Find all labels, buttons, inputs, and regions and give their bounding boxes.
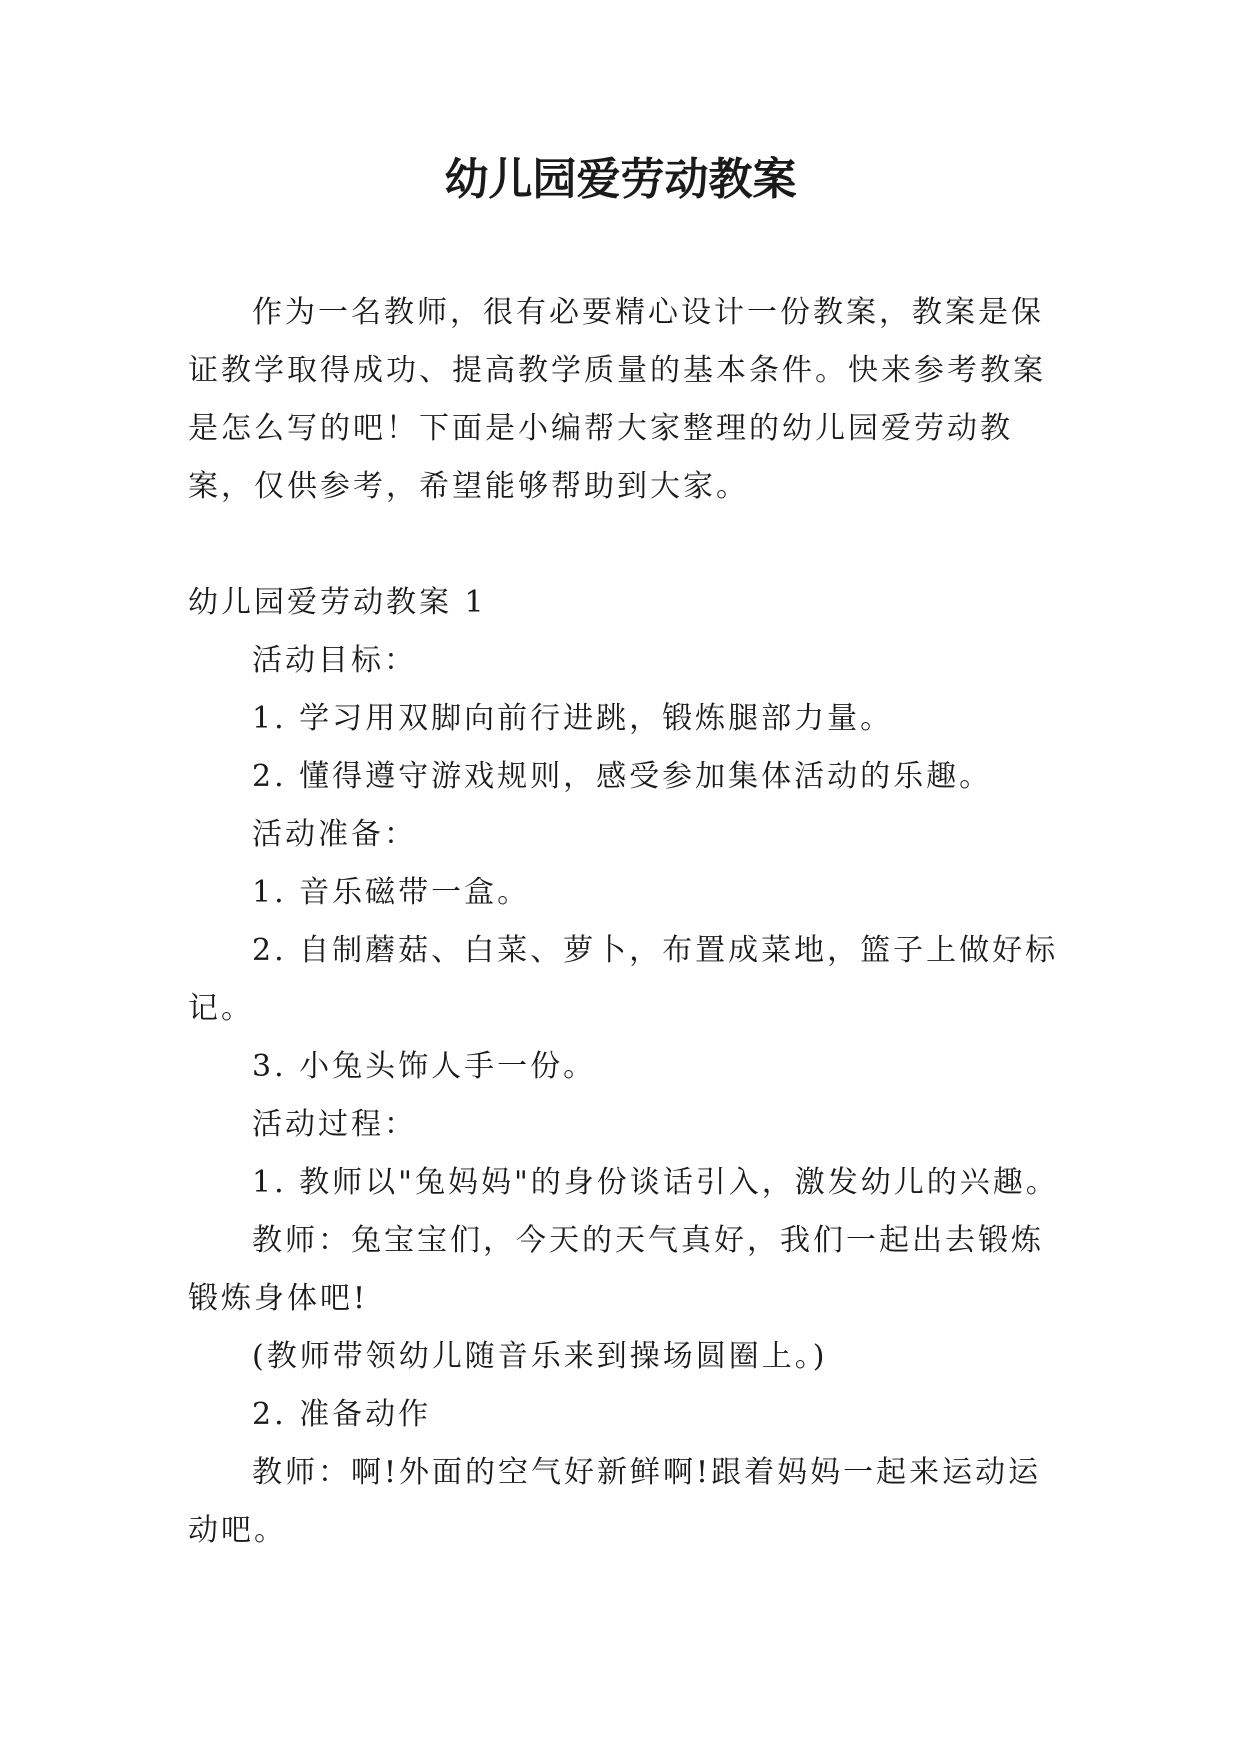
paragraph: 2. 懂得遵守游戏规则，感受参加集体活动的乐趣。 bbox=[252, 759, 993, 794]
document-body bbox=[188, 284, 1063, 1560]
paragraph: 活动准备： bbox=[252, 817, 417, 852]
paragraph: 1. 教师以"兔妈妈"的身份谈话引入，激发幼儿的兴趣。 bbox=[252, 1165, 1059, 1200]
paragraph: 2. 自制蘑菇、白菜、萝卜，布置成菜地，篮子上做好标记。 bbox=[188, 933, 1059, 1026]
paragraph-spacer bbox=[188, 516, 1063, 574]
intro-paragraph: 作为一名教师，很有必要精心设计一份教案，教案是保证教学取得成功、提高教学质量的基本条件。快来参考教案是怎么写的吧！下面是小编帮大家整理的幼儿园爱劳动教案，仅供参考，希望能够帮助到大家。 bbox=[188, 295, 1046, 504]
paragraph: 活动目标： bbox=[252, 643, 417, 678]
paragraph: (教师带领幼儿随音乐来到操场圆圈上。) bbox=[252, 1339, 828, 1374]
paragraph: 教师：啊!外面的空气好新鲜啊!跟着妈妈一起来运动运动吧。 bbox=[188, 1455, 1042, 1548]
document-title: 幼儿园爱劳动教案 bbox=[444, 154, 797, 205]
paragraph: 1. 学习用双脚向前行进跳，锻炼腿部力量。 bbox=[252, 701, 894, 736]
paragraph: 2. 准备动作 bbox=[252, 1397, 432, 1432]
paragraph: 3. 小兔头饰人手一份。 bbox=[252, 1049, 597, 1084]
paragraph: 活动过程： bbox=[252, 1107, 417, 1142]
section-heading: 幼儿园爱劳动教案 1 bbox=[188, 585, 487, 620]
paragraph: 教师：兔宝宝们，今天的天气真好，我们一起出去锻炼锻炼身体吧! bbox=[188, 1223, 1044, 1316]
paragraph: 1. 音乐磁带一盒。 bbox=[252, 875, 531, 910]
